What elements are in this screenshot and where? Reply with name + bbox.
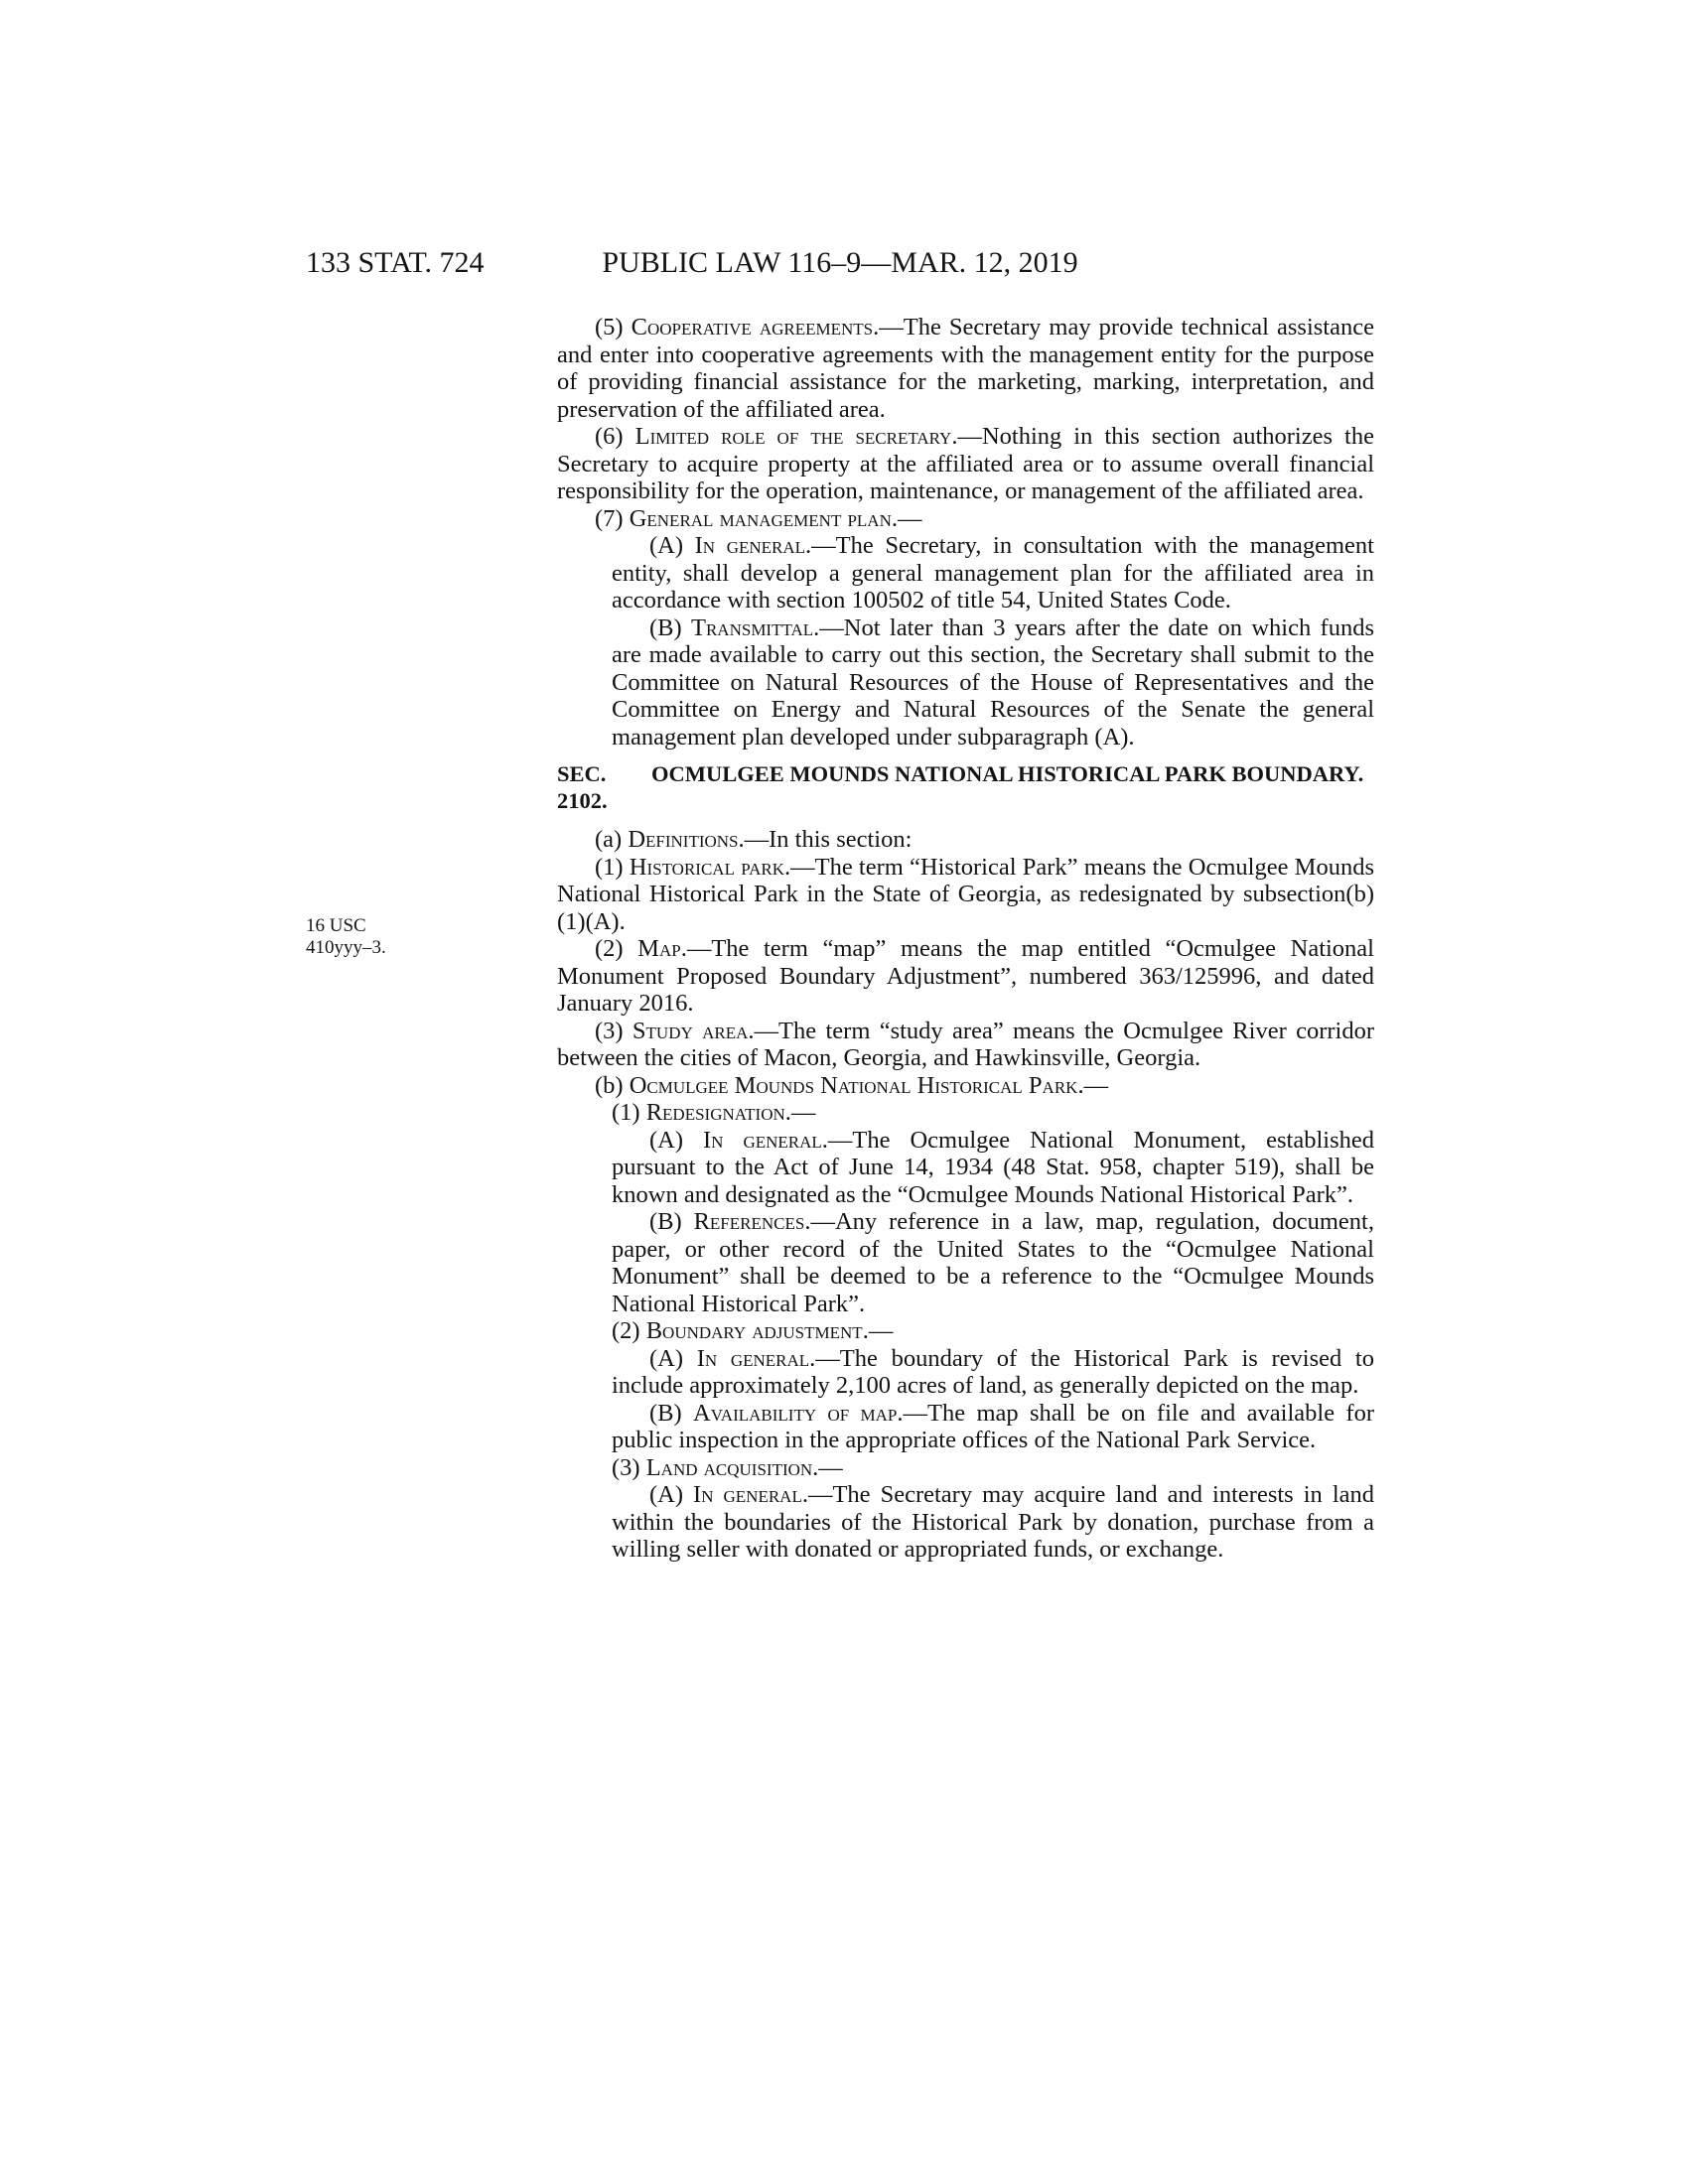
definition-3: (3) Study area.—The term “study area” means the Ocmulgee River corridor between the cities of Macon, Georgia, and Hawkinsville, Georgia. [557,1017,1374,1071]
paragraph-7: (7) General management plan.— [595,504,922,532]
paragraph-5: (5) Cooperative agreements.—The Secretary may provide technical assistance and enter into cooperative agreements with the management entity for the purpose of providing financial assistance for the marketing, marking, interpretation, and preservation of the affiliated area. [557,314,1374,423]
usc-margin-note-line1: 16 USC [306,915,366,936]
definition-2: (2) Map.—The term “map” means the map entitled “Ocmulgee National Monument Proposed Boundary Adjustment”, numbered 363/125996, and dated January 2016. [557,935,1374,1017]
paragraph-b1: (1) Redesignation.— [612,1099,816,1126]
subsection-b: (b) Ocmulgee Mounds National Historical Park.— [595,1071,1109,1099]
document-body [557,314,1374,1564]
public-law-title: PUBLIC LAW 116–9—MAR. 12, 2019 [602,246,1078,279]
subsection-a: (a) Definitions.—In this section: [595,826,913,853]
section-heading [557,760,1374,814]
definition-1: (1) Historical park.—The term “Historical Park” means the Ocmulgee Mounds National Historical Park in the State of Georgia, as redesignated by subsection(b)(1)(A). [557,853,1374,935]
paragraph-6: (6) Limited role of the secretary.—Nothing in this section authorizes the Secretary to acquire property at the affiliated area or to assume overall financial responsibility for the operation, maintenance, or management of the affiliated area. [557,423,1374,504]
subparagraph-b1a: (A) In general.—The Ocmulgee National Monument, established pursuant to the Act of June 14, 1934 (48 Stat. 958, chapter 519), shall be known and designated as the “Ocmulgee Mounds National Historical Park”. [612,1126,1374,1208]
subparagraph-7a: (A) In general.—The Secretary, in consultation with the management entity, shall develop a general management plan for the affiliated area in accordance with section 100502 of title 54, United States Code. [612,532,1374,614]
paragraph-b2: (2) Boundary adjustment.— [612,1317,894,1344]
subparagraph-b2b: (B) Availability of map.—The map shall be on file and available for public inspection in the appropriate offices of the National Park Service. [612,1399,1374,1453]
usc-margin-note-line2: 410yyy–3. [306,937,386,958]
subparagraph-b2a: (A) In general.—The boundary of the Historical Park is revised to include approximately 2,100 acres of land, as generally depicted on the map. [612,1344,1374,1399]
subparagraph-b1b: (B) References.—Any reference in a law, map, regulation, document, paper, or other record of the United States to the “Ocmulgee National Monument” shall be deemed to be a reference to the “Ocmulgee Mounds National Historical Park”. [612,1208,1374,1317]
paragraph-b3: (3) Land acquisition.— [612,1453,843,1481]
usc-margin-note [306,915,386,959]
page-citation: 133 STAT. 724 [306,246,485,279]
subparagraph-7b: (B) Transmittal.—Not later than 3 years after the date on which funds are made available to carry out this section, the Secretary shall submit to the Committee on Natural Resources of the House of Representatives and the Committee on Energy and Natural Resources of the Senate the general management plan developed under subparagraph (A). [612,614,1374,751]
subparagraph-b3a: (A) In general.—The Secretary may acquire land and interests in land within the boundaries of the Historical Park by donation, purchase from a willing seller with donated or appropriated funds, or exchange. [612,1481,1375,1563]
section-number: SEC. 2102. [557,761,608,813]
page-header [306,246,1374,286]
section-title: OCMULGEE MOUNDS NATIONAL HISTORICAL PARK BOUNDARY. [651,761,1364,786]
